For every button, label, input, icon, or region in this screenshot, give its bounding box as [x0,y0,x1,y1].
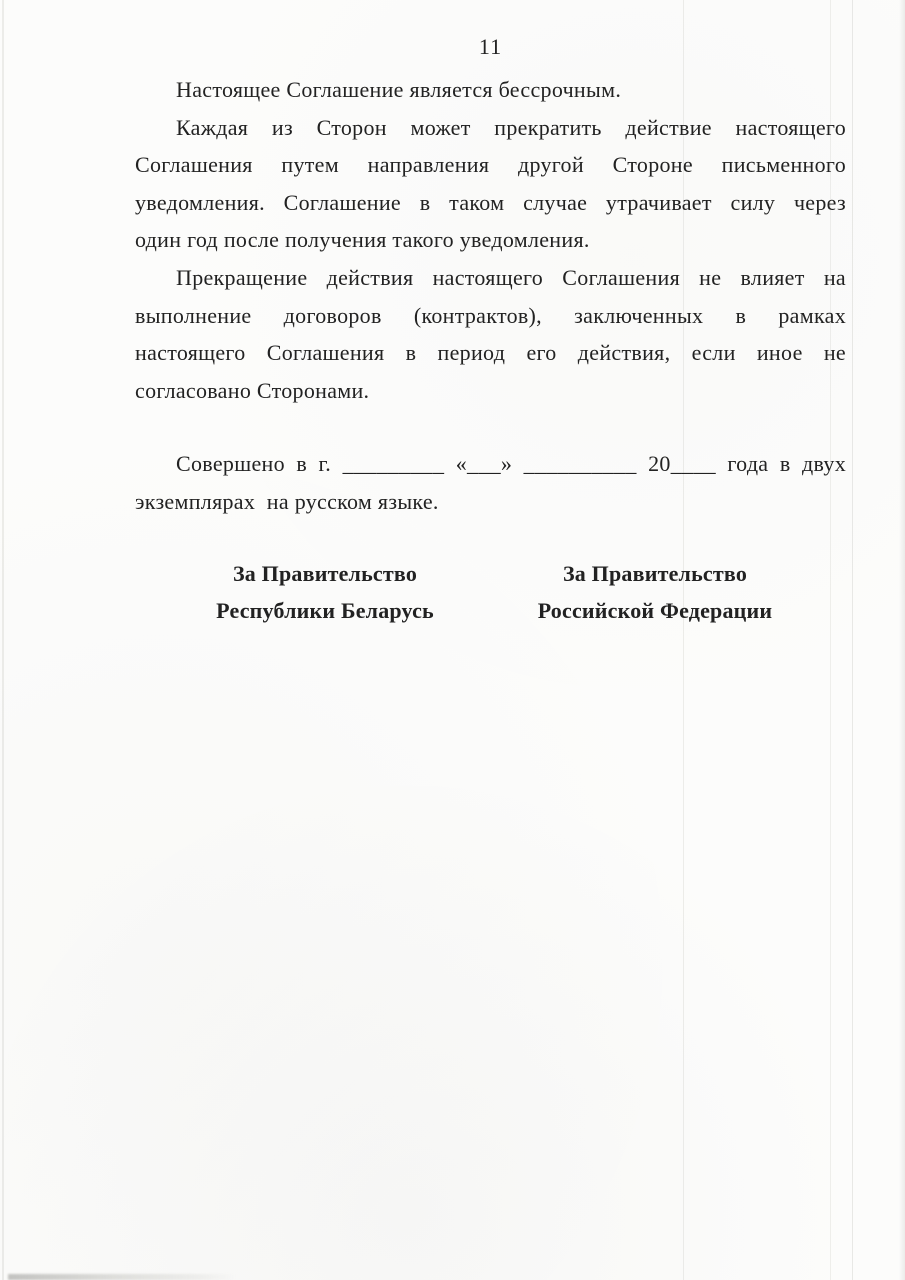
scan-artifact-vertical-line [852,0,853,1280]
scan-artifact-left-edge [2,0,4,1280]
paragraph-line: уведомления. Соглашение в таком случае утрачивает силу через [135,189,846,215]
scan-artifact-bottom-smudge [8,1274,236,1280]
signature-blocks [135,555,846,630]
paragraph-line: экземплярах на русском языке. [135,488,439,514]
document-body [135,71,846,630]
signature-line: За Правительство [232,560,418,586]
paragraph-line: Соглашения путем направления другой Стороне письменного [135,152,846,178]
paragraph-line: Каждая из Сторон может прекратить действие настоящего [176,114,846,140]
paragraph-line: один год после получения такого уведомления. [135,227,590,253]
paragraph-line: согласовано Сторонами. [135,377,370,403]
signature-line: За Правительство [562,560,748,586]
paragraph-line: Настоящее Соглашение является бессрочным. [176,77,622,102]
scan-artifact-right-edge [899,0,905,1280]
paragraph-line: выполнение договоров (контрактов), заключенных в рамках [135,302,846,328]
paragraph-line: Совершено в г. _________ «___» __________ 20____ года в двух [176,451,846,477]
signature-line: Республики Беларусь [216,598,434,624]
paragraph-line: настоящего Соглашения в период его действия, если иное не [135,340,846,366]
signature-line: Российской Федерации [537,598,773,624]
paragraph-line: Прекращение действия настоящего Соглашения не влияет на [176,264,846,290]
signature-block-belarus [175,555,475,630]
signature-block-russia [505,555,805,630]
execution-clause [135,445,846,520]
page-number: 11 [478,34,503,59]
